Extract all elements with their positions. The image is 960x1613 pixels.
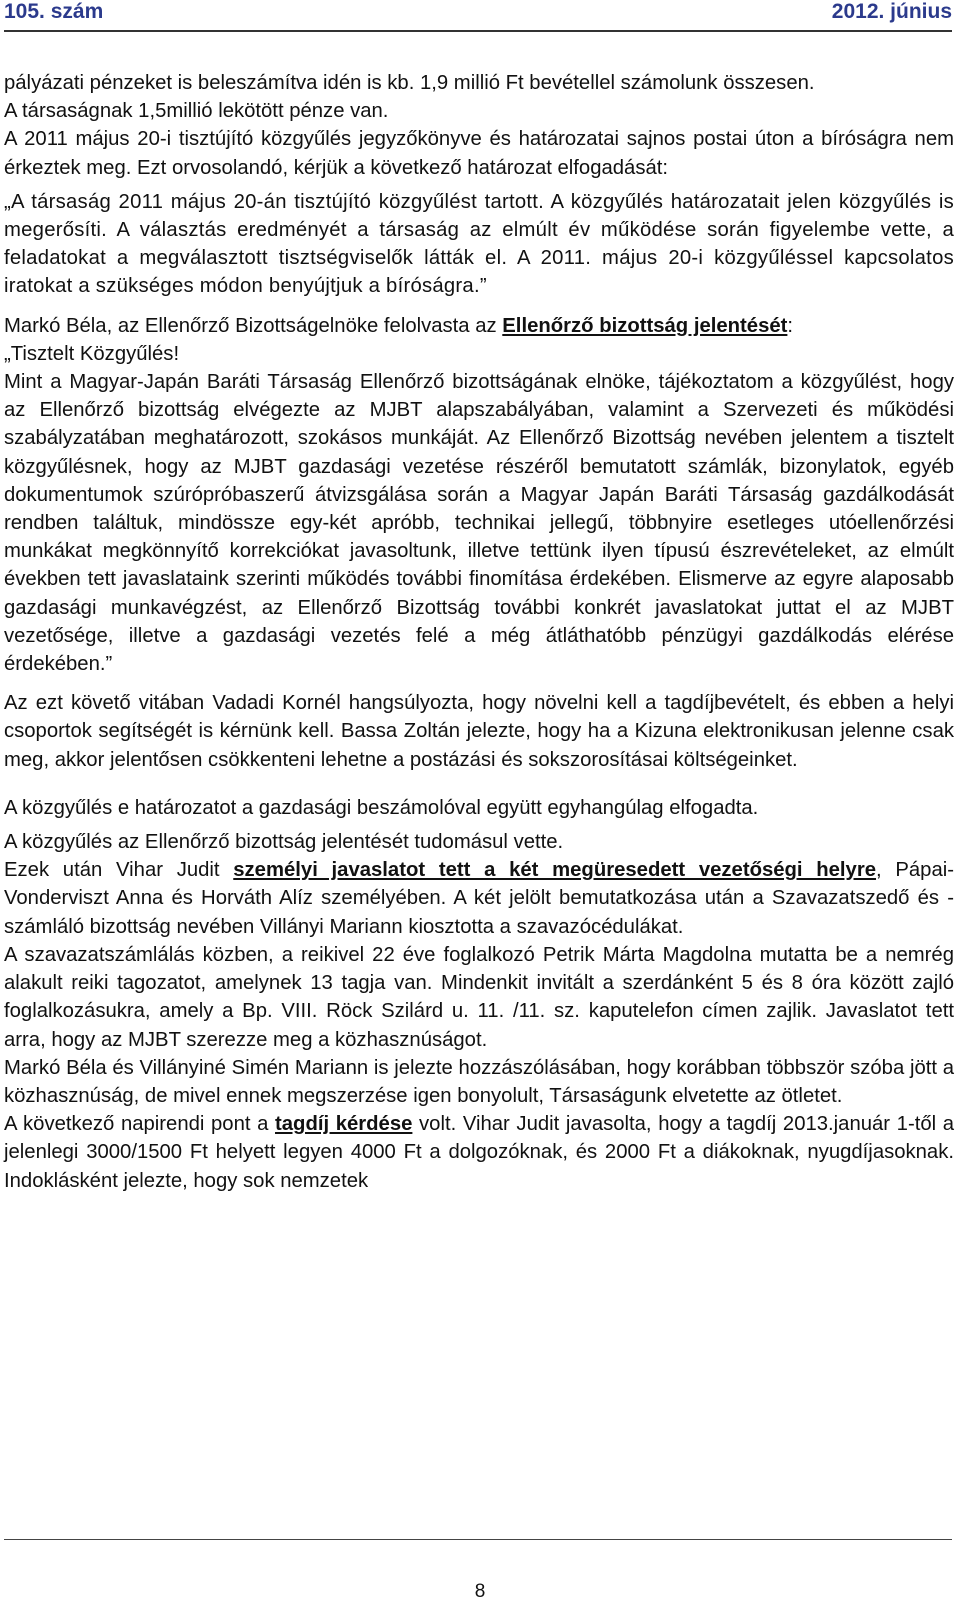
- paragraph-public-benefit: Markó Béla és Villányiné Simén Mariann is jelezte hozzászólásában, hogy korábban többször szóba jött a közhasznúság, de mivel ennek megszerzése igen bonyolult, Társaságunk elvetette az ötletet.: [4, 1056, 954, 1107]
- nomination-highlight: személyi javaslatot tett a két megüresedett vezetőségi helyre: [233, 859, 877, 882]
- page-header: [4, 0, 952, 32]
- paragraph-accept-audit: A közgyűlés az Ellenőrző bizottság jelentését tudomásul vette.: [4, 831, 564, 854]
- paragraph-income: pályázati pénzeket is beleszámítva idén is kb. 1,9 millió Ft bevétellel számolunk összesen.: [4, 72, 815, 94]
- footer-rule: [4, 1539, 952, 1540]
- page-number: 8: [474, 1581, 486, 1602]
- paragraph-deposit: A társaságnak 1,5millió lekötött pénze van.: [4, 100, 389, 123]
- paragraph-salutation: „Tisztelt Közgyűlés!: [4, 342, 180, 365]
- paragraph-resolution: „A társaság 2011 május 20-án tisztújító közgyűlést tartott. A közgyűlés határozatait jelen közgyűlés is megerősíti. A választás eredményét a társaság az elmúlt év működése során figyelembe vette, a feladatokat a megválasztott tisztségviselők látták el. A 2011. május 20-i közgyűléssel kapcsolatos iratokat a szükséges módon benyújtjuk a bíróságra.”: [4, 190, 954, 298]
- paragraph-audit-intro: Markó Béla, az Ellenőrző Bizottságelnöke felolvasta az Ellenőrző bizottság jelentését:: [4, 314, 794, 337]
- header-rule: [4, 30, 952, 32]
- paragraph-membership-fee: A következő napirendi pont a tagdíj kérdése volt. Vihar Judit javasolta, hogy a tagdíj 2013.január 1-től a jelenlegi 3000/1500 Ft helyett legyen 4000 Ft a dolgozóknak, és 2000 Ft a diákoknak, nyugdíjasoknak. Indoklásként jelezte, hogy sok nemzetek: [4, 1113, 955, 1192]
- paragraph-accept-finance: A közgyűlés e határozatot a gazdasági beszámolóval együtt egyhangúlag elfogadta.: [4, 796, 759, 819]
- issue-date: 2012. június: [831, 0, 952, 23]
- article-body: [4, 69, 954, 1195]
- issue-number: 105. szám: [4, 0, 104, 23]
- paragraph-audit-report: Mint a Magyar-Japán Baráti Társaság Ellenőrző bizottságának elnöke, tájékoztatom a közgyűlést, hogy az Ellenőrző bizottság elvégezte az MJBT alapszabályában, valamint a Szervezeti és működési szabályzatában meghatározott, szokásos munkáját. Az Ellenőrző Bizottság nevében jelentem a tisztelt közgyűlésnek, hogy az MJBT gazdasági vezetése részéről bemutatott számlák, bizonylatok, egyéb dokumentumok szúrópróbaszerű átvizsgálása során a Magyar Japán Baráti Társaság gazdálkodását rendben találtuk, mindössze egy-két apróbb, technikai jellegű, többnyire esetleges utóellenőrzési munkákat megkönnyítő korrekciókat javasoltunk, illetve tettünk ilyen típusú észrevételeket, az elmúlt években tett javaslataink szerinti működés további finomítása érdekében. Elismerve az egyre alaposabb gazdasági munkavégzést, az Ellenőrző Bizottság további konkrét javaslatokat juttat el az MJBT vezetősége, illetve a gazdasági vezetés felé a még átláthatóbb pénzügyi gazdálkodás elérése érdekében.”: [4, 371, 954, 676]
- paragraph-minutes: A 2011 május 20-i tisztújító közgyűlés jegyzőkönyve és határozatai sajnos postai úton a bíróságra nem érkeztek meg. Ezt orvosolandó, kérjük a következő határozat elfogadását:: [4, 128, 954, 179]
- membership-fee-highlight: tagdíj kérdése: [275, 1113, 413, 1136]
- paragraph-reiki: A szavazatszámlálás közben, a reikivel 22 éve foglalkozó Petrik Márta Magdolna mutatta be a nemrég alakult reiki tagozatot, amelynek 13 tagja van. Mindenkit invitált a szerdánként 5 és 8 óra között zajló foglalkozásukra, amely a Bp. VIII. Röck Szilárd u. 11. /11. sz. kaputelefon címen zajlik. Javaslatot tett arra, hogy az MJBT szerezze meg a közhasznúságot.: [4, 943, 954, 1051]
- paragraph-debate: Az ezt követő vitában Vadadi Kornél hangsúlyozta, hogy növelni kell a tagdíjbevételt, és ebben a helyi csoportok segítségét is kérnünk kell. Bassa Zoltán jelezte, hogy ha a Kizuna elektronikusan jelenne csak meg, akkor jelentősen csökkenteni lehetne a postázási és sokszorosításai költségeinket.: [4, 692, 954, 771]
- paragraph-nomination: Ezek után Vihar Judit személyi javaslatot tett a két megüresedett vezetőségi helyre, Pápai-Vonderviszt Anna és Horváth Alíz személyében. A két jelölt bemutatkozása után a Szavazatszedő és -számláló bizottság nevében Villányi Mariann kiosztotta a szavazócédulákat.: [4, 859, 954, 938]
- audit-report-link: Ellenőrző bizottság jelentését: [502, 314, 788, 337]
